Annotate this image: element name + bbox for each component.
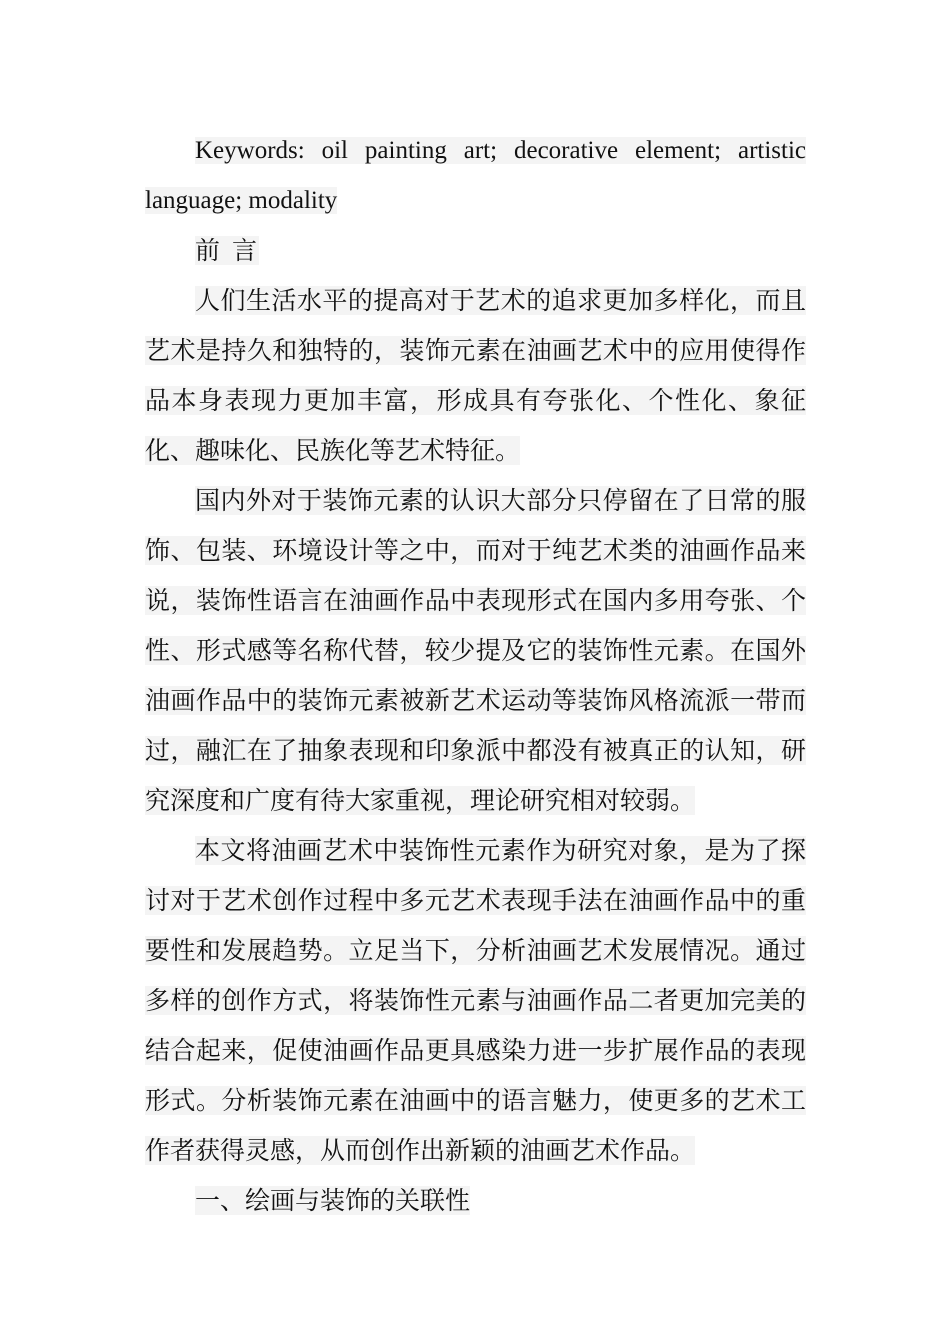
preface-heading [145,226,806,276]
body-paragraph-text: 国内外对于装饰元素的认识大部分只停留在了日常的服饰、包装、环境设计等之中，而对于纯艺术类的油画作品来说，装饰性语言在油画作品中表现形式在国内多用夸张、个性、形式感等名称代替，较少提及它的装饰性元素。在国外油画作品中的装饰元素被新艺术运动等装饰风格流派一带而过，融汇在了抽象表现和印象派中都没有被真正的认知，研究深度和广度有待大家重视，理论研究相对较弱。 [145,486,806,815]
section-heading [145,1176,806,1226]
keywords-text: Keywords: oil painting art; decorative element; artistic language; modality [145,137,806,214]
section-heading-text: 一、绘画与装饰的关联性 [195,1186,471,1215]
body-paragraph-text: 本文将油画艺术中装饰性元素作为研究对象，是为了探讨对于艺术创作过程中多元艺术表现手法在油画作品中的重要性和发展趋势。立足当下，分析油画艺术发展情况。通过多样的创作方式，将装饰性元素与油画作品二者更加完美的结合起来，促使油画作品更具感染力进一步扩展作品的表现形式。分析装饰元素在油画中的语言魅力，使更多的艺术工作者获得灵感，从而创作出新颖的油画艺术作品。 [145,836,806,1165]
body-paragraph [145,476,806,826]
preface-heading-text: 前 言 [195,236,259,265]
body-paragraph [145,276,806,476]
body-paragraph-text: 人们生活水平的提高对于艺术的追求更加多样化，而且艺术是持久和独特的，装饰元素在油画艺术中的应用使得作品本身表现力更加丰富，形成具有夸张化、个性化、象征化、趣味化、民族化等艺术特征。 [145,286,806,465]
document-body [145,126,806,1226]
keywords-paragraph [145,126,806,226]
body-paragraph [145,826,806,1176]
